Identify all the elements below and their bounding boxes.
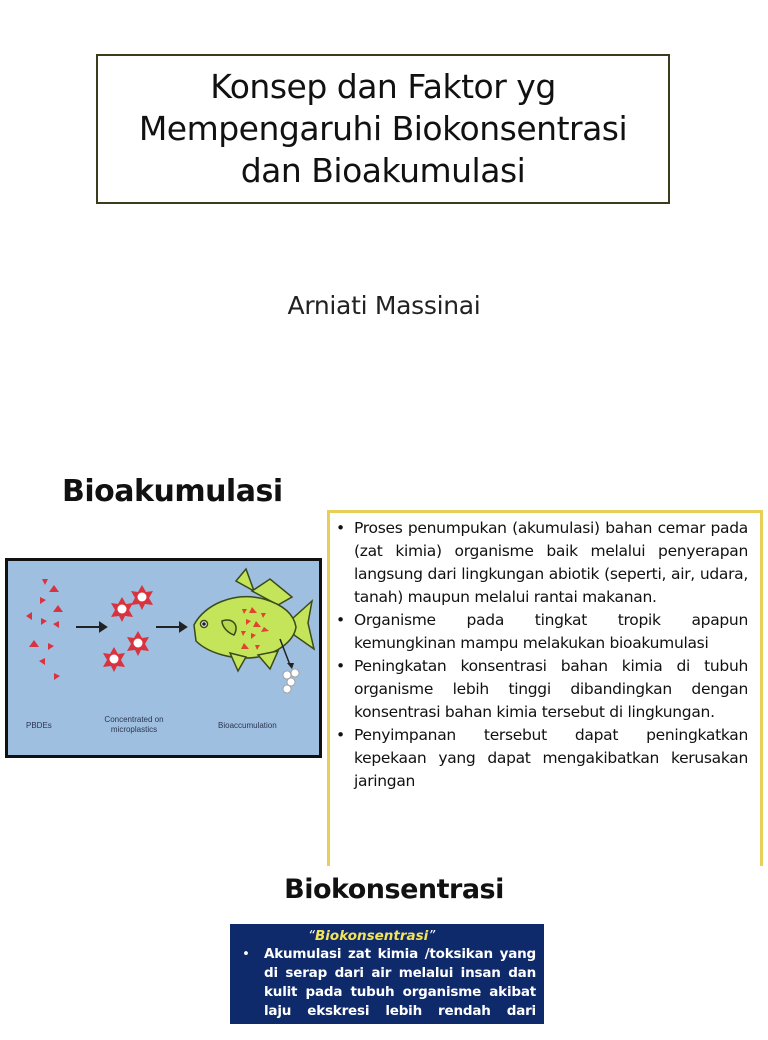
- bioakumulasi-point: [336, 609, 748, 655]
- title-line-2: Mempengaruhi Biokonsentrasi: [138, 109, 628, 148]
- bioaccumulation-diagram: [5, 558, 322, 758]
- title-box: [96, 54, 670, 204]
- author-name: Arniati Massinai: [287, 291, 481, 320]
- excretion-icon: [280, 639, 299, 693]
- bullet-icon: •: [336, 726, 345, 744]
- title-line-1: Konsep dan Faktor yg: [210, 67, 556, 106]
- bioakumulasi-point-text: Proses penumpukan (akumulasi) bahan cemar pada (zat kimia) organisme baik melalui penyerapan langsung dari lingkungan abiotik (seperti, air, udara, tanah) maupun melalui rantai makanan.: [354, 519, 748, 606]
- bioakumulasi-point: [336, 655, 748, 724]
- bioakumulasi-points: [330, 513, 760, 793]
- bullet-icon: •: [336, 519, 345, 537]
- biokonsentrasi-box-title: [240, 927, 536, 945]
- close-quote: ”: [428, 928, 436, 944]
- bullet-icon: •: [336, 611, 345, 629]
- bioakumulasi-point-text: Organisme pada tingkat tropik apapun kemungkinan mampu melakukan bioakumulasi: [354, 611, 748, 652]
- biokonsentrasi-box-title-text: Biokonsentrasi: [315, 928, 429, 944]
- open-quote: “: [308, 928, 315, 944]
- biokonsentrasi-point: [240, 945, 536, 1040]
- title-line-3: dan Bioakumulasi: [240, 151, 526, 190]
- label-concentrated-line-2: microplastics: [110, 725, 158, 734]
- bioakumulasi-point-text: Peningkatan konsentrasi bahan kimia di tubuh organisme lebih tinggi dibandingkan dengan konsentrasi bahan kimia tersebut di lingkungan.: [354, 657, 748, 721]
- label-concentrated-line-1: Concentrated on: [104, 715, 164, 724]
- biokonsentrasi-definition-box: [230, 924, 544, 1038]
- bioakumulasi-point-text: Penyimpanan tersebut dapat peningkatkan kepekaan yang dapat mengakibatkan kerusakan jaringan: [354, 726, 748, 790]
- label-pbdes: PBDEs: [26, 721, 52, 730]
- bullet-icon: •: [336, 657, 345, 675]
- biokonsentrasi-point-text: Akumulasi zat kimia /toksikan yang di serap dari air melalui insan dan kulit pada tubuh organisme akibat laju ekskresi lebih rendah dari asupan.: [264, 946, 536, 1038]
- bullet-icon: •: [242, 946, 250, 962]
- microplastic-icon: [103, 585, 153, 672]
- fish-icon: [194, 569, 314, 671]
- biokonsentrasi-heading: Biokonsentrasi: [284, 874, 504, 905]
- pbde-particles-icon: [26, 579, 63, 680]
- bioakumulasi-heading: Bioakumulasi: [62, 474, 283, 509]
- label-concentrated: [94, 715, 174, 735]
- bioakumulasi-point: [336, 724, 748, 793]
- bioakumulasi-point: [336, 517, 748, 609]
- arrow-icon: [76, 623, 186, 631]
- label-bioaccumulation: Bioaccumulation: [218, 721, 277, 730]
- bioakumulasi-definition-box: [327, 510, 763, 866]
